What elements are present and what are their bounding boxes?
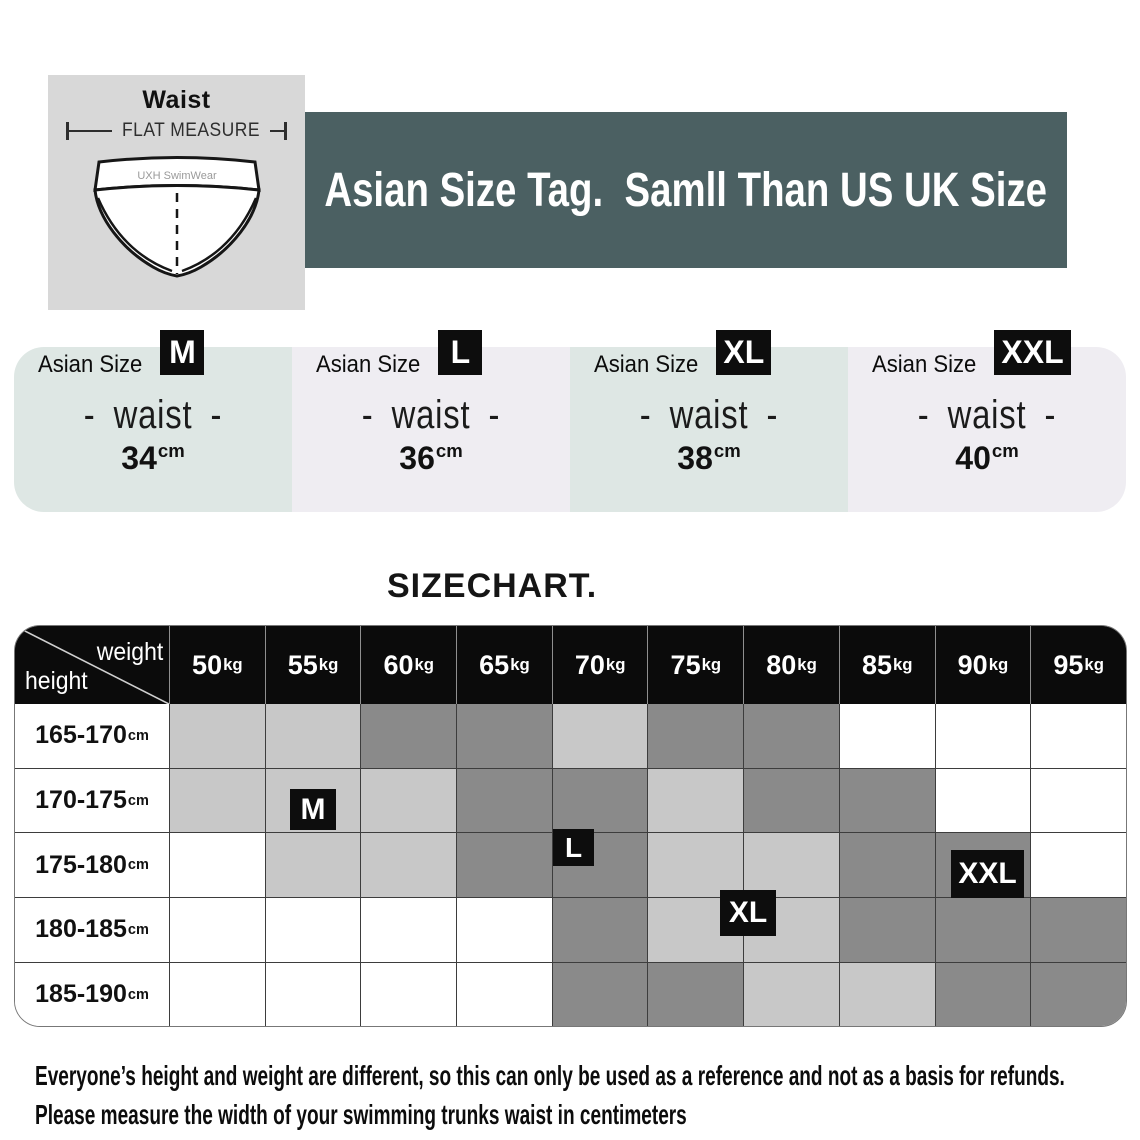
size-cell bbox=[839, 963, 935, 1027]
size-cell bbox=[456, 963, 552, 1027]
size-cell bbox=[647, 833, 743, 898]
asian-size-label: Asian Size bbox=[316, 351, 421, 378]
height-label-cell: 185-190 cm bbox=[15, 963, 169, 1027]
size-cell bbox=[552, 769, 648, 834]
sizechart-title: SIZECHART. bbox=[387, 567, 598, 605]
footer-notes bbox=[35, 1060, 1135, 1138]
size-cell bbox=[456, 833, 552, 898]
size-cell bbox=[1030, 704, 1126, 769]
size-cell bbox=[1030, 963, 1126, 1027]
size-cell bbox=[647, 963, 743, 1027]
weight-header-cell: 50 kg bbox=[169, 626, 265, 704]
size-cell bbox=[169, 704, 265, 769]
size-marker-xl: XL bbox=[720, 890, 776, 936]
size-cell bbox=[360, 769, 456, 834]
waist-value: $34^{cm}$ bbox=[121, 440, 185, 476]
flat-measure-label: FLAT MEASURE bbox=[122, 120, 261, 141]
size-cell bbox=[360, 833, 456, 898]
briefs-illustration bbox=[48, 145, 305, 303]
size-marker-m: M bbox=[290, 789, 336, 830]
brand-label: UXH SwimWear bbox=[136, 170, 217, 182]
size-cell bbox=[839, 704, 935, 769]
size-cell bbox=[552, 898, 648, 963]
size-cell bbox=[935, 769, 1031, 834]
waist-label: - waist - bbox=[917, 393, 1057, 437]
weight-header-cell: 90 kg bbox=[935, 626, 1031, 704]
measure-line bbox=[66, 121, 287, 141]
size-cell bbox=[935, 963, 1031, 1027]
waist-label: - waist - bbox=[639, 393, 779, 437]
weight-header-cell: 80 kg bbox=[743, 626, 839, 704]
size-cell bbox=[360, 963, 456, 1027]
size-cell bbox=[169, 769, 265, 834]
size-cell bbox=[169, 833, 265, 898]
sizechart-table bbox=[14, 625, 1127, 1027]
size-badge-m: M bbox=[160, 330, 204, 375]
measure-tick-right-icon bbox=[284, 122, 287, 140]
size-marker-l: L bbox=[553, 829, 594, 866]
asian-size-label: Asian Size bbox=[38, 351, 143, 378]
size-cell bbox=[265, 833, 361, 898]
size-cell bbox=[360, 704, 456, 769]
size-cell bbox=[1030, 769, 1126, 834]
size-cell bbox=[839, 769, 935, 834]
weight-header-cell: 75 kg bbox=[647, 626, 743, 704]
weight-header-cell: 65 kg bbox=[456, 626, 552, 704]
size-cell bbox=[169, 898, 265, 963]
table-header-row bbox=[15, 626, 1126, 704]
size-cell bbox=[456, 898, 552, 963]
height-axis-label: height bbox=[25, 667, 88, 695]
height-label-cell: 175-180 cm bbox=[15, 833, 169, 898]
size-cell bbox=[839, 833, 935, 898]
height-label-cell: 170-175 cm bbox=[15, 769, 169, 834]
size-cell bbox=[743, 833, 839, 898]
size-cards bbox=[14, 334, 1126, 512]
size-cell bbox=[935, 898, 1031, 963]
banner bbox=[305, 112, 1067, 268]
size-card-l bbox=[292, 334, 570, 512]
size-badge-xl: XL bbox=[716, 330, 771, 375]
table-corner-cell bbox=[15, 626, 169, 704]
size-cell bbox=[743, 963, 839, 1027]
size-cell bbox=[456, 704, 552, 769]
size-cell bbox=[552, 963, 648, 1027]
asian-size-label: Asian Size bbox=[872, 351, 977, 378]
asian-size-label: Asian Size bbox=[594, 351, 699, 378]
waist-label: - waist - bbox=[83, 393, 223, 437]
size-badge-xxl: XXL bbox=[994, 330, 1070, 375]
weight-header-cell: 55 kg bbox=[265, 626, 361, 704]
size-cell bbox=[552, 704, 648, 769]
waist-value: $38^{cm}$ bbox=[677, 440, 741, 476]
size-cell bbox=[935, 704, 1031, 769]
weight-header-cell: 95 kg bbox=[1030, 626, 1126, 704]
weight-header-cell: 60 kg bbox=[360, 626, 456, 704]
height-label-cell: 180-185 cm bbox=[15, 898, 169, 963]
waist-value: $36^{cm}$ bbox=[399, 440, 463, 476]
size-cell bbox=[265, 963, 361, 1027]
waist-title: Waist bbox=[142, 86, 211, 114]
height-label-cell: 165-170 cm bbox=[15, 704, 169, 769]
size-card-xxl bbox=[848, 334, 1126, 512]
size-cell bbox=[743, 704, 839, 769]
measure-line-right bbox=[270, 130, 284, 132]
size-cell bbox=[647, 769, 743, 834]
size-card-xl bbox=[570, 334, 848, 512]
size-cell bbox=[360, 898, 456, 963]
size-cell bbox=[1030, 833, 1126, 898]
size-cell bbox=[456, 769, 552, 834]
measure-box bbox=[48, 75, 305, 310]
size-badge-l: L bbox=[438, 330, 482, 375]
banner-text: Asian Size Tag. Samll Than US UK Size bbox=[324, 163, 1048, 217]
size-cell bbox=[647, 704, 743, 769]
size-cell bbox=[169, 963, 265, 1027]
size-card-m bbox=[14, 334, 292, 512]
size-cell bbox=[1030, 898, 1126, 963]
size-marker-xxl: XXL bbox=[951, 850, 1024, 898]
weight-header-cell: 85 kg bbox=[839, 626, 935, 704]
size-cell bbox=[839, 898, 935, 963]
size-cell bbox=[743, 769, 839, 834]
footer-note-1: Everyone’s height and weight are different, so this can only be used as a reference and not as a basis for refunds. bbox=[35, 1060, 1065, 1091]
size-cell bbox=[265, 704, 361, 769]
weight-header-cell: 70 kg bbox=[552, 626, 648, 704]
measure-line-left bbox=[69, 130, 112, 132]
waist-value: $40^{cm}$ bbox=[955, 440, 1019, 476]
footer-note-2: Please measure the width of your swimming trunks waist in centimeters bbox=[35, 1099, 687, 1130]
weight-axis-label: weight bbox=[96, 638, 163, 666]
size-cell bbox=[265, 898, 361, 963]
waist-label: - waist - bbox=[361, 393, 501, 437]
